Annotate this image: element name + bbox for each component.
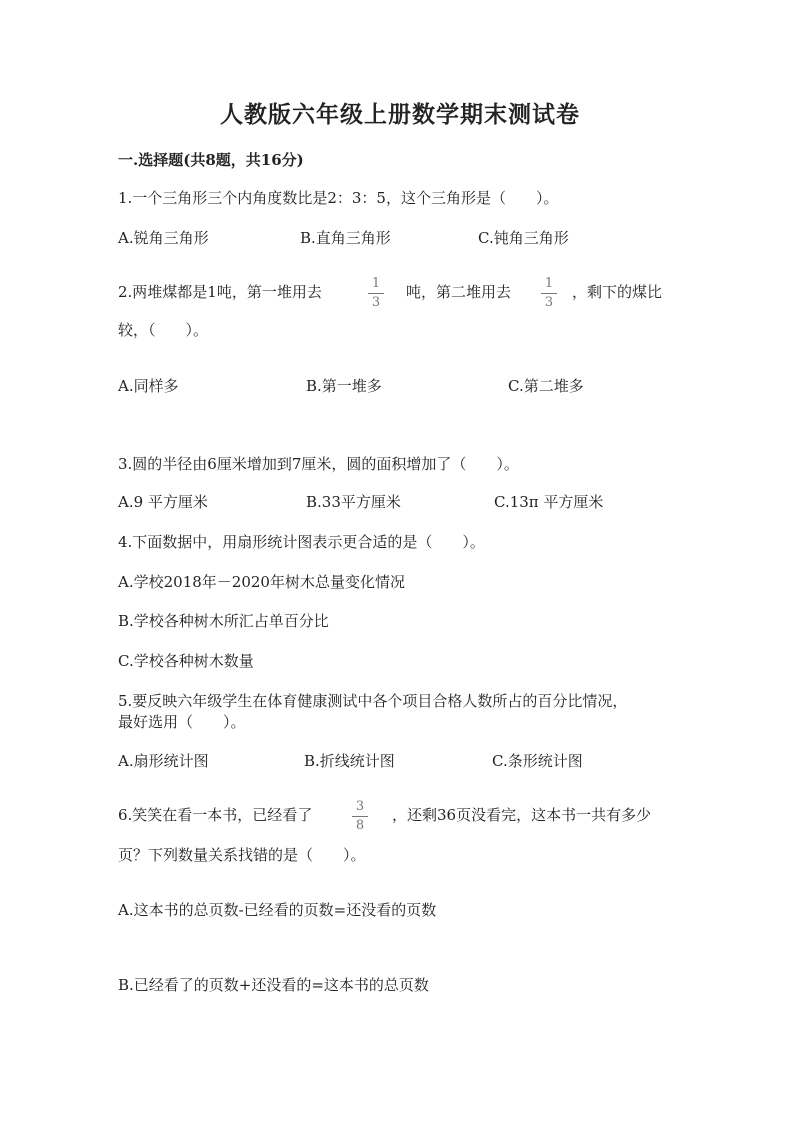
question-2-option-a[interactable]: A.同样多 <box>118 377 179 395</box>
question-1-option-c[interactable]: C.钝角三角形 <box>478 229 569 247</box>
question-2-stem-part3: ，剩下的煤比 <box>572 283 663 301</box>
question-1-option-b[interactable]: B.直角三角形 <box>300 229 391 247</box>
fraction-bar <box>541 293 557 294</box>
question-4-option-b[interactable]: B.学校各种树木所汇占单百分比 <box>118 612 329 630</box>
question-2-option-b[interactable]: B.第一堆多 <box>306 377 382 395</box>
question-5-stem-line1: 5.要反映六年级学生在体育健康测试中各个项目合格人数所占的百分比情况， <box>118 692 628 710</box>
question-5-stem-line2: 最好选用（ ）。 <box>118 713 246 731</box>
fraction-numerator: 3 <box>355 799 365 814</box>
question-6-option-b[interactable]: B.已经看了的页数+还没看的=这本书的总页数 <box>118 976 429 994</box>
question-4-stem: 4.下面数据中，用扇形统计图表示更合适的是（ ）。 <box>118 533 485 551</box>
fraction-numerator: 1 <box>544 276 554 291</box>
question-6-stem-line2: 页？下列数量关系找错的是（ ）。 <box>118 846 366 864</box>
question-3-stem: 3.圆的半径由6厘米增加到7厘米，圆的面积增加了（ ）。 <box>118 455 519 473</box>
question-2-fraction-2 <box>541 277 557 310</box>
fraction-denominator: 8 <box>355 818 365 833</box>
question-6-stem-part2: ，还剩36页没看完，这本书一共有多少 <box>392 806 652 824</box>
question-4-option-c[interactable]: C.学校各种树木数量 <box>118 652 254 670</box>
question-4-option-a[interactable]: A.学校2018年－2020年树木总量变化情况 <box>118 573 405 591</box>
fraction-denominator: 3 <box>544 295 554 310</box>
fraction-bar <box>352 816 368 817</box>
section-heading: 一.选择题(共8题，共16分) <box>118 151 304 169</box>
question-6-fraction <box>352 800 368 833</box>
page-title: 人教版六年级上册数学期末测试卷 <box>220 101 580 128</box>
question-5-option-c[interactable]: C.条形统计图 <box>492 752 583 770</box>
fraction-denominator: 3 <box>371 295 381 310</box>
question-6-option-a[interactable]: A.这本书的总页数-已经看的页数=还没看的页数 <box>118 901 437 919</box>
question-2-stem-line2: 较，（ ）。 <box>118 321 209 339</box>
question-3-option-a[interactable]: A.9 平方厘米 <box>118 493 208 511</box>
fraction-numerator: 1 <box>371 276 381 291</box>
question-5-option-b[interactable]: B.折线统计图 <box>304 752 395 770</box>
fraction-bar <box>368 293 384 294</box>
question-2-stem-part2: 吨，第二堆用去 <box>406 283 512 301</box>
question-6-stem-part1: 6.笑笑在看一本书，已经看了 <box>118 806 313 824</box>
question-3-option-c[interactable]: C.13π 平方厘米 <box>494 493 604 511</box>
question-2-stem-part1: 2.两堆煤都是1吨，第一堆用去 <box>118 283 322 301</box>
question-1-option-a[interactable]: A.锐角三角形 <box>118 229 209 247</box>
question-5-option-a[interactable]: A.扇形统计图 <box>118 752 209 770</box>
question-2-option-c[interactable]: C.第二堆多 <box>508 377 584 395</box>
question-3-option-b[interactable]: B.33平方厘米 <box>306 493 401 511</box>
question-1-stem: 1.一个三角形三个内角度数比是2：3：5，这个三角形是（ ）。 <box>118 189 559 207</box>
question-2-fraction-1 <box>368 277 384 310</box>
